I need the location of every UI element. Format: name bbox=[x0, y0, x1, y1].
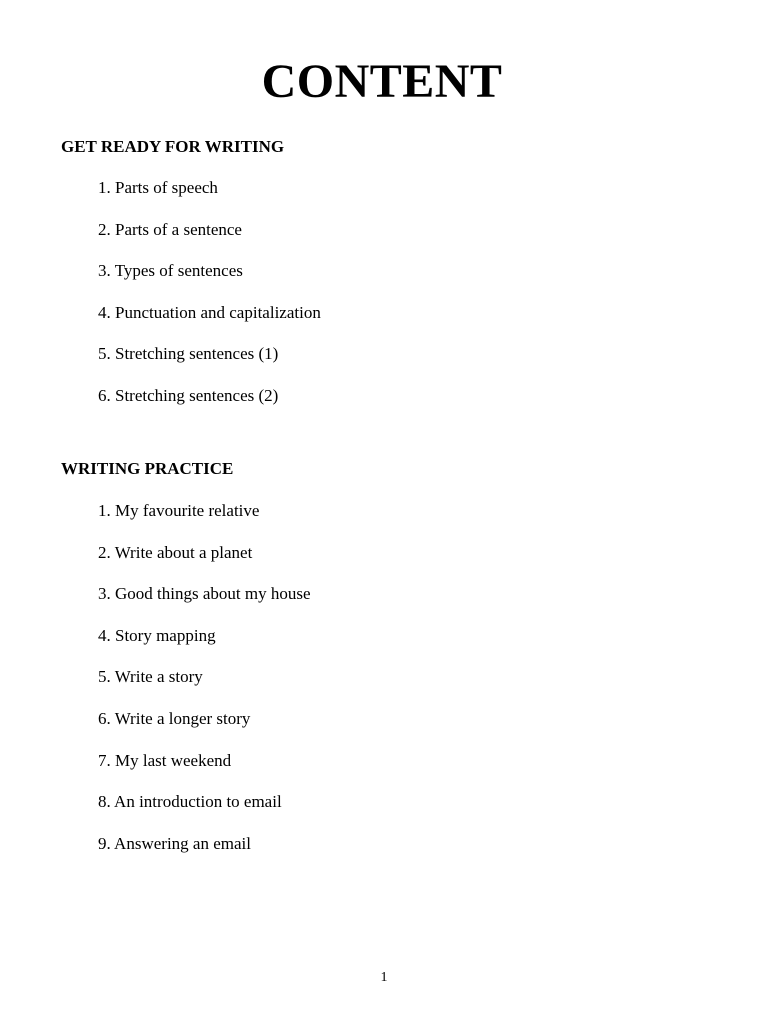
list-item: 2. Parts of a sentence bbox=[98, 219, 242, 239]
section-list-get-ready bbox=[98, 177, 321, 427]
list-item: 4. Story mapping bbox=[98, 625, 216, 645]
list-item: 3. Types of sentences bbox=[98, 261, 243, 281]
list-item: 5. Write a story bbox=[98, 667, 203, 687]
list-item: 7. My last weekend bbox=[98, 750, 232, 770]
list-item: 6. Stretching sentences (2) bbox=[98, 385, 279, 405]
list-item: 8. An introduction to email bbox=[98, 792, 282, 812]
list-item: 1. Parts of speech bbox=[98, 178, 218, 197]
section-list-writing-practice bbox=[98, 500, 311, 874]
list-item: 4. Punctuation and capitalization bbox=[98, 302, 321, 322]
list-item: 5. Stretching sentences (1) bbox=[98, 344, 279, 364]
list-item: 6. Write a longer story bbox=[98, 708, 251, 728]
list-item: 2. Write about a planet bbox=[98, 542, 253, 562]
list-item: 1. My favourite relative bbox=[98, 501, 260, 520]
page-title: CONTENT bbox=[261, 55, 503, 108]
page-number: 1 bbox=[380, 970, 388, 985]
section-heading-get-ready: GET READY FOR WRITING bbox=[61, 137, 285, 156]
list-item: 9. Answering an email bbox=[98, 833, 251, 853]
list-item: 3. Good things about my house bbox=[98, 584, 311, 604]
section-heading-writing-practice: WRITING PRACTICE bbox=[61, 459, 234, 478]
